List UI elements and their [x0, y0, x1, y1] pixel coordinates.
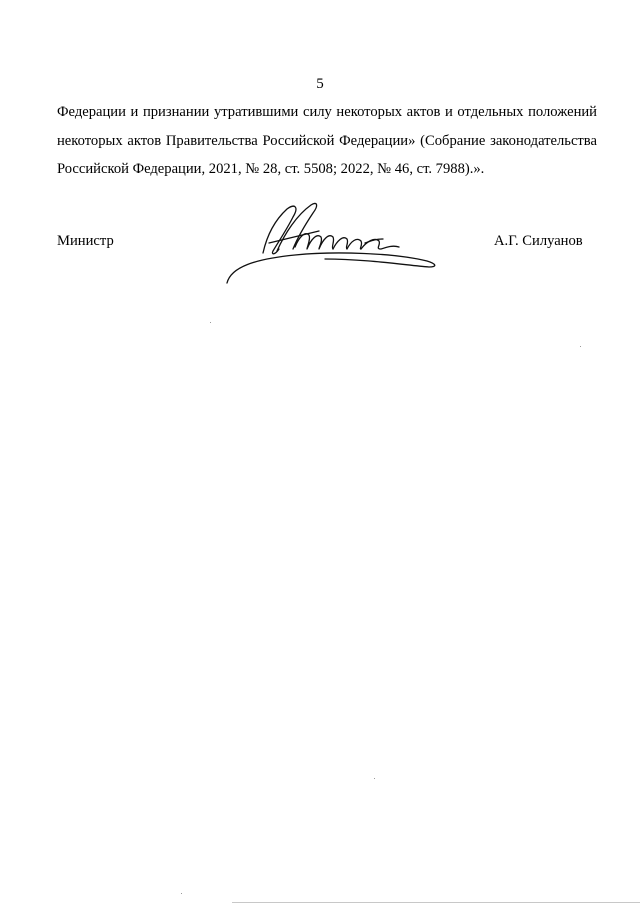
body-line: некоторых актов Правительства Российской Федерации» (Собрание законодательства [57, 132, 597, 149]
body-line: Федерации и признании утратившими силу некоторых актов и отдельных положений [57, 104, 597, 120]
scan-speck [374, 778, 375, 779]
body-line: Российской Федерации, 2021, № 28, ст. 5508; 2022, № 46, ст. 7988).». [57, 161, 485, 177]
signatory-name: А.Г. Силуанов [494, 233, 583, 249]
scan-speck [210, 322, 211, 323]
scan-speck [580, 346, 581, 347]
scan-speck [181, 893, 182, 894]
body-paragraph [57, 98, 597, 184]
scan-edge-line [232, 902, 640, 903]
handwritten-signature [215, 195, 445, 290]
page-number: 5 [316, 76, 324, 92]
signatory-title: Министр [57, 233, 114, 249]
